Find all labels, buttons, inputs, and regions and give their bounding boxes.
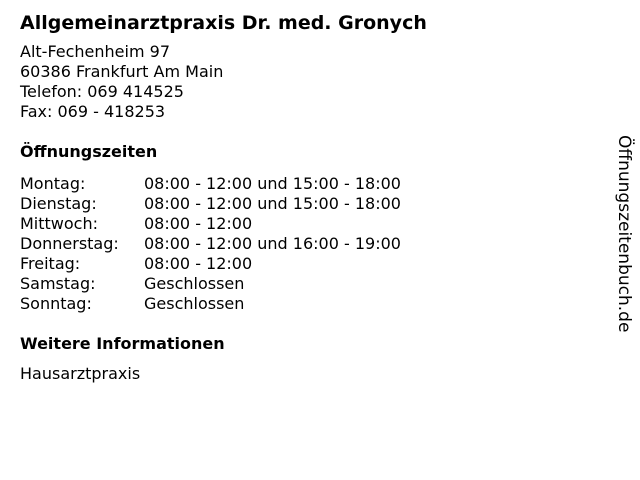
hours-time: 08:00 - 12:00 (144, 254, 253, 273)
hours-day: Montag: (20, 174, 86, 193)
hours-time: 08:00 - 12:00 und 15:00 - 18:00 (144, 194, 401, 213)
address-city: 60386 Frankfurt Am Main (20, 62, 224, 81)
hours-row-sunday (20, 294, 600, 314)
hours-day: Donnerstag: (20, 234, 119, 253)
info-text: Hausarztpraxis (20, 364, 141, 383)
practice-card (20, 10, 600, 384)
hours-day: Samstag: (20, 274, 96, 293)
phone-number: Telefon: 069 414525 (20, 82, 184, 101)
hours-row-thursday (20, 234, 600, 254)
address-block (20, 42, 600, 122)
hours-row-friday (20, 254, 600, 274)
hours-day: Dienstag: (20, 194, 97, 213)
hours-time: Geschlossen (144, 274, 245, 293)
address-street: Alt-Fechenheim 97 (20, 42, 170, 61)
hours-row-wednesday (20, 214, 600, 234)
info-heading: Weitere Informationen (20, 334, 225, 353)
hours-day: Freitag: (20, 254, 81, 273)
hours-row-saturday (20, 274, 600, 294)
hours-time: 08:00 - 12:00 und 15:00 - 18:00 (144, 174, 401, 193)
hours-day: Sonntag: (20, 294, 92, 313)
hours-day: Mittwoch: (20, 214, 98, 233)
hours-time: Geschlossen (144, 294, 245, 313)
hours-time: 08:00 - 12:00 und 16:00 - 19:00 (144, 234, 401, 253)
hours-time: 08:00 - 12:00 (144, 214, 253, 233)
hours-row-monday (20, 174, 600, 194)
hours-row-tuesday (20, 194, 600, 214)
practice-name: Allgemeinarztpraxis Dr. med. Gronych (20, 12, 427, 34)
fax-number: Fax: 069 - 418253 (20, 102, 166, 121)
hours-table (20, 174, 600, 314)
hours-heading: Öffnungszeiten (20, 142, 158, 161)
site-watermark: Öffnungszeitenbuch.de (614, 135, 634, 333)
